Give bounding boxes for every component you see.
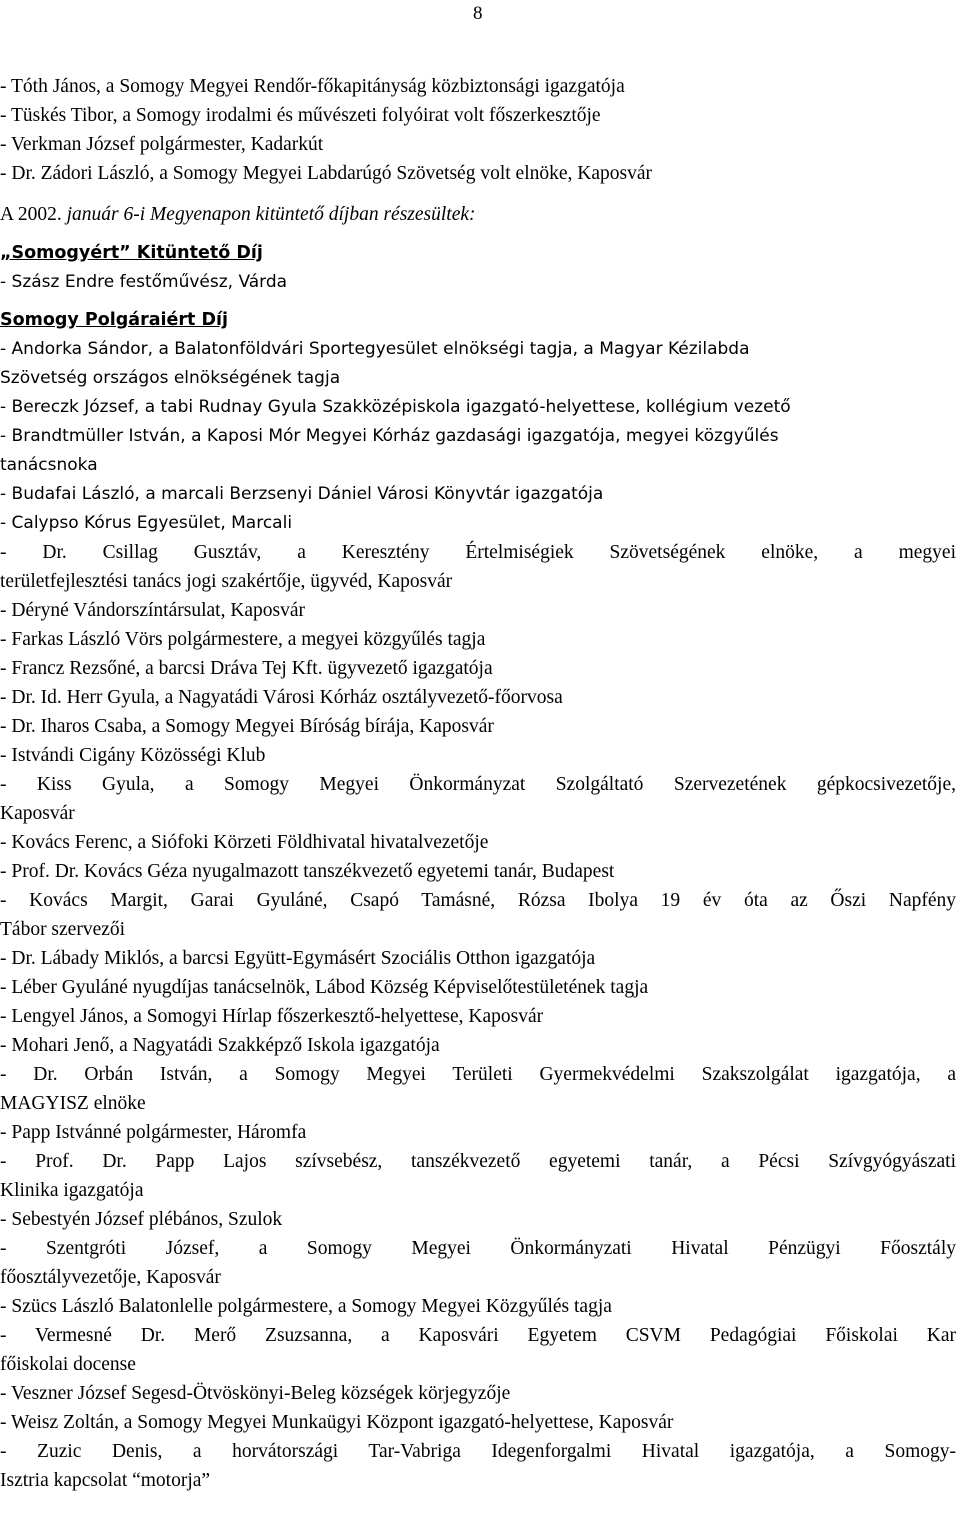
list-item: - Dr. Orbán István, a Somogy Megyei Területi Gyermekvédelmi Szakszolgálat igazgatója, a bbox=[0, 1064, 956, 1085]
list-item: - Vermesné Dr. Merő Zsuzsanna, a Kaposvári Egyetem CSVM Pedagógiai Főiskolai Kar bbox=[0, 1325, 956, 1346]
list-item: - Kiss Gyula, a Somogy Megyei Önkormányzat Szolgáltató Szervezetének gépkocsivezetője, bbox=[0, 774, 956, 795]
list-item: - Francz Rezsőné, a barcsi Dráva Tej Kft. ügyvezető igazgatója bbox=[0, 658, 493, 679]
section-title-prefix: A 2002. bbox=[0, 204, 67, 225]
list-item: - Sebestyén József plébános, Szulok bbox=[0, 1209, 283, 1230]
list-item: - Papp Istvánné polgármester, Háromfa bbox=[0, 1122, 307, 1143]
list-item: - Szász Endre festőművész, Várda bbox=[0, 272, 288, 292]
list-item-continuation: Kaposvár bbox=[0, 803, 75, 824]
list-item: - Budafai László, a marcali Berzsenyi Dániel Városi Könyvtár igazgatója bbox=[0, 484, 604, 504]
list-item: - Déryné Vándorszíntársulat, Kaposvár bbox=[0, 600, 306, 621]
list-item: - Andorka Sándor, a Balatonföldvári Sportegyesület elnökségi tagja, a Magyar Kézilabda bbox=[0, 339, 750, 359]
list-item-continuation: Szövetség országos elnökségének tagja bbox=[0, 368, 341, 388]
list-item: - Lengyel János, a Somogyi Hírlap főszerkesztő-helyettese, Kaposvár bbox=[0, 1006, 544, 1027]
list-item: - Kovács Margit, Garai Gyuláné, Csapó Tamásné, Rózsa Ibolya 19 év óta az Őszi Napfény bbox=[0, 890, 956, 911]
list-item-continuation: Klinika igazgatója bbox=[0, 1180, 144, 1201]
list-item-continuation: területfejlesztési tanács jogi szakértője, ügyvéd, Kaposvár bbox=[0, 571, 453, 592]
list-item: - Dr. Iharos Csaba, a Somogy Megyei Bíróság bírája, Kaposvár bbox=[0, 716, 494, 737]
list-item: - Kovács Ferenc, a Siófoki Körzeti Földhivatal hivatalvezetője bbox=[0, 832, 489, 853]
list-item: - Farkas László Vörs polgármestere, a megyei közgyűlés tagja bbox=[0, 629, 486, 650]
list-item: - Léber Gyuláné nyugdíjas tanácselnök, Lábod Község Képviselőtestületének tagja bbox=[0, 977, 649, 998]
list-item-continuation: Tábor szervezői bbox=[0, 919, 126, 940]
list-item: - Tóth János, a Somogy Megyei Rendőr-főkapitányság közbiztonsági igazgatója bbox=[0, 76, 625, 97]
section-title bbox=[0, 200, 956, 229]
list-item: - Brandtmüller István, a Kaposi Mór Megyei Kórház gazdasági igazgatója, megyei közgyűlés bbox=[0, 426, 779, 446]
list-item: - Szücs László Balatonlelle polgármestere, a Somogy Megyei Közgyűlés tagja bbox=[0, 1296, 612, 1317]
list-item-continuation: Isztria kapcsolat “motorja” bbox=[0, 1470, 211, 1491]
list-item-continuation: főosztályvezetője, Kaposvár bbox=[0, 1267, 221, 1288]
list-item: - Tüskés Tibor, a Somogy irodalmi és művészeti folyóirat volt főszerkesztője bbox=[0, 105, 601, 126]
list-item: - Dr. Id. Herr Gyula, a Nagyatádi Városi Kórház osztályvezető-főorvosa bbox=[0, 687, 563, 708]
list-item: - Weisz Zoltán, a Somogy Megyei Munkaügyi Központ igazgató-helyettese, Kaposvár bbox=[0, 1412, 674, 1433]
list-item: - Istvándi Cigány Közösségi Klub bbox=[0, 745, 266, 766]
award-title-polgaraiert: Somogy Polgáraiért Díj bbox=[0, 310, 229, 330]
list-item: - Calypso Kórus Egyesület, Marcali bbox=[0, 513, 293, 533]
list-item: - Zuzic Denis, a horvátországi Tar-Vabriga Idegenforgalmi Hivatal igazgatója, a Somogy- bbox=[0, 1441, 956, 1462]
section-title-rest: január 6-i Megyenapon kitüntető díjban részesültek: bbox=[66, 204, 476, 225]
intro-list bbox=[0, 72, 956, 188]
list-item: - Bereczk József, a tabi Rudnay Gyula Szakközépiskola igazgató-helyettese, kollégium vezető bbox=[0, 397, 791, 417]
list-item: - Prof. Dr. Papp Lajos szívsebész, tanszékvezető egyetemi tanár, a Pécsi Szívgyógyászati bbox=[0, 1151, 956, 1172]
list-item: - Szentgróti József, a Somogy Megyei Önkormányzati Hivatal Pénzügyi Főosztály bbox=[0, 1238, 956, 1259]
list-item: - Dr. Csillag Gusztáv, a Keresztény Értelmiségiek Szövetségének elnöke, a megyei bbox=[0, 542, 956, 563]
list-item: - Dr. Lábady Miklós, a barcsi Együtt-Egymásért Szociális Otthon igazgatója bbox=[0, 948, 596, 969]
document-body bbox=[0, 72, 956, 1495]
list-item-continuation: MAGYISZ elnöke bbox=[0, 1093, 146, 1114]
list-item: - Verkman József polgármester, Kadarkút bbox=[0, 134, 324, 155]
list-item: - Prof. Dr. Kovács Géza nyugalmazott tanszékvezető egyetemi tanár, Budapest bbox=[0, 861, 615, 882]
list-item-continuation: főiskolai docense bbox=[0, 1354, 136, 1375]
list-item: - Dr. Zádori László, a Somogy Megyei Labdarúgó Szövetség volt elnöke, Kaposvár bbox=[0, 163, 653, 184]
page-number: 8 bbox=[473, 3, 483, 24]
list-item: - Veszner József Segesd-Ötvöskönyi-Beleg községek körjegyzője bbox=[0, 1383, 511, 1404]
list-item: - Mohari Jenő, a Nagyatádi Szakképző Iskola igazgatója bbox=[0, 1035, 440, 1056]
list-item-continuation: tanácsnoka bbox=[0, 455, 98, 475]
award-title-somogyert: „Somogyért” Kitüntető Díj bbox=[0, 243, 263, 263]
